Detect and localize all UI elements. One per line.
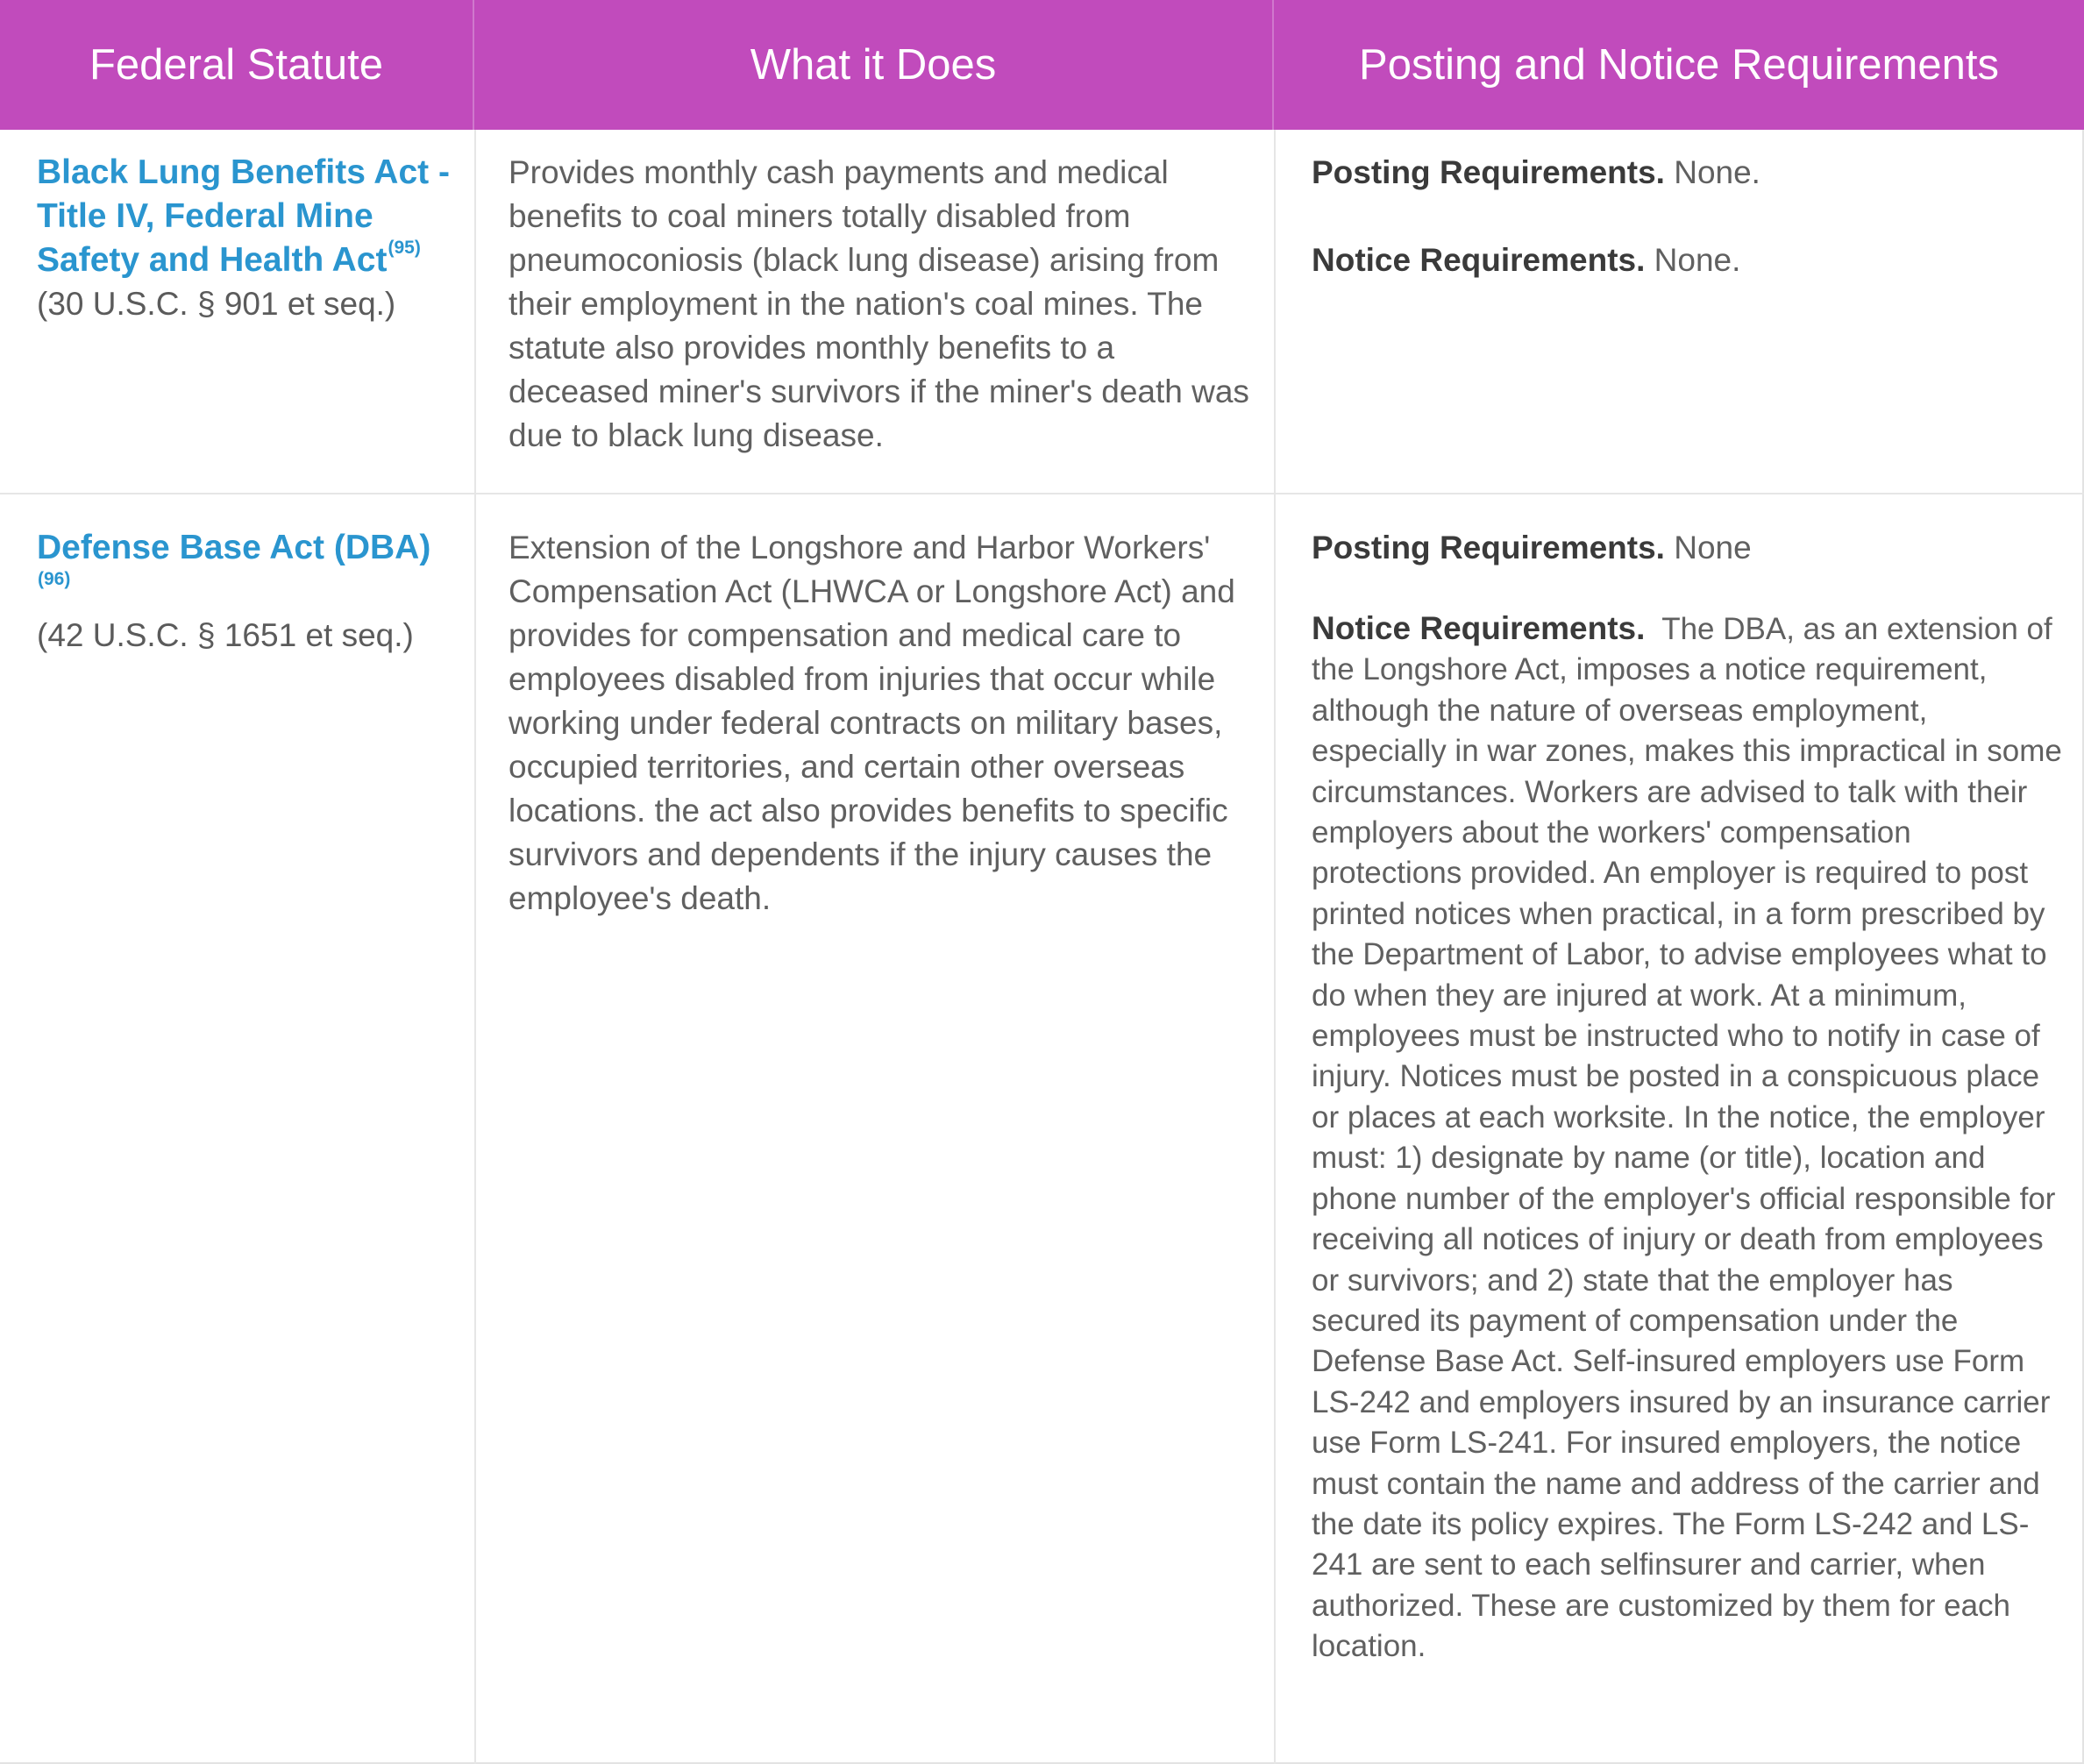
row1-posting-label: Posting Requirements. bbox=[1312, 154, 1665, 190]
row1-notice-value: None. bbox=[1645, 242, 1741, 278]
row1-posting-requirements bbox=[1312, 151, 2066, 195]
row2-notice-value: The DBA, as an extension of the Longshore Act, imposes a notice requirement, although the nature of overseas employment, especially in war zones, makes this impractical in some circumstances. Workers are advised to talk with their employers about the workers' compensation protections provided. An employer is required to post printed notices when practical, in a form prescribed by the Department of Labor, to advise employees what to do when they are injured at work. At a minimum, employees must be instructed who to notify in case of injury. Notices must be posted in a conspicuous place or places at each worksite. In the notice, the employer must: 1) designate by name (or title), location and phone number of the employer's official responsible for receiving all notices of injury or death from employees or survivors; and 2) state that the employer has secured its payment of compensation under the Defense Base Act. Self-insured employers use Form LS-242 and employers insured by an insurance carrier use Form LS-241. For insured employers, the notice must contain the name and address of the carrier and the date its policy expires. The Form LS-242 and LS-241 are sent to each selfinsurer and carrier, when authorized. These are customized by them for each location. bbox=[1312, 612, 2071, 1664]
row-divider bbox=[0, 493, 2084, 494]
row2-posting-label: Posting Requirements. bbox=[1312, 530, 1665, 565]
row2-posting-requirements bbox=[1312, 526, 2066, 570]
row2-citation: (42 U.S.C. § 1651 et seq.) bbox=[37, 617, 414, 653]
header-federal-statute: Federal Statute bbox=[0, 0, 474, 130]
column-divider bbox=[474, 130, 476, 1764]
row2-requirements bbox=[1312, 526, 2071, 1668]
row2-description: Extension of the Longshore and Harbor Workers' Compensation Act (LHWCA or Longshore Act) and provides for compensation and medical care to employees disabled from injuries that occur while working under federal contracts on military bases, occupied territories, and certain other overseas locations. the act also provides benefits to specific survivors and dependents if the injury causes the employee's death. bbox=[509, 530, 1235, 916]
row1-posting-value: None. bbox=[1664, 154, 1760, 190]
row2-statute-name[interactable] bbox=[37, 526, 458, 614]
row1-statute-name-text: Black Lung Benefits Act - Title IV, Federal Mine Safety and Health Act bbox=[37, 153, 450, 279]
row1-statute-name[interactable] bbox=[37, 151, 458, 282]
row1-requirements bbox=[1312, 151, 2066, 282]
row1-citation: (30 U.S.C. § 901 et seq.) bbox=[37, 286, 396, 322]
row1-notice-label: Notice Requirements. bbox=[1312, 242, 1646, 278]
row2-footnote: (96) bbox=[38, 569, 71, 589]
row2-notice-requirements bbox=[1312, 608, 2071, 1668]
header-what-it-does: What it Does bbox=[474, 0, 1274, 130]
row1-statute-cell bbox=[37, 151, 458, 326]
row1-notice-requirements bbox=[1312, 238, 2066, 282]
table-header bbox=[0, 0, 2084, 130]
column-divider bbox=[1274, 130, 1276, 1764]
row2-statute-name-text: Defense Base Act (DBA) bbox=[37, 529, 431, 566]
header-posting-notice: Posting and Notice Requirements bbox=[1359, 41, 1999, 89]
row1-footnote: (95) bbox=[388, 238, 421, 258]
row2-posting-value: None bbox=[1664, 530, 1752, 565]
row1-description: Provides monthly cash payments and medical benefits to coal miners totally disabled from pneumoconiosis (black lung disease) arising from their employment in the nation's coal mines. The statute also provides monthly benefits to a deceased miner's survivors if the miner's death was due to black lung disease. bbox=[509, 154, 1249, 453]
row2-notice-label: Notice Requirements. bbox=[1312, 610, 1646, 646]
row2-statute-cell bbox=[37, 526, 458, 658]
